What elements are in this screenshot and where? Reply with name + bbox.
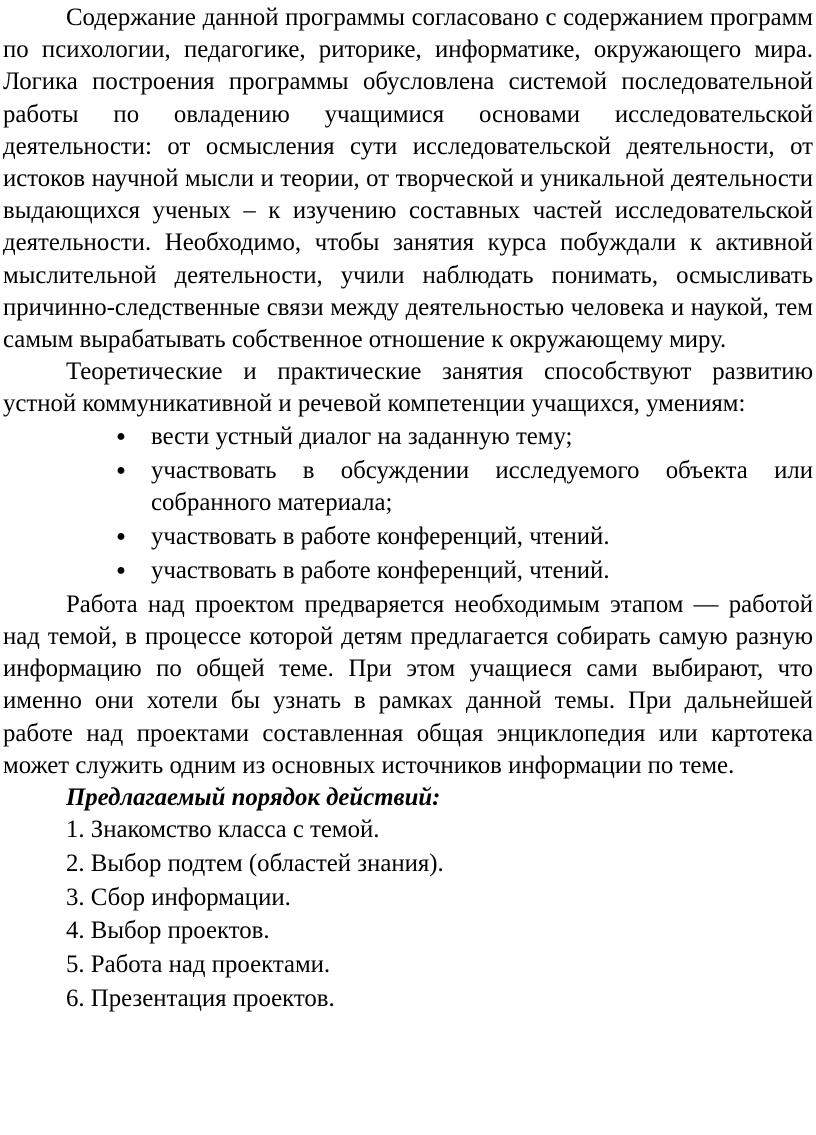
list-item xyxy=(116,421,813,453)
list-item: 3. Сбор информации. xyxy=(66,883,291,911)
paragraph-lessons-skills: Теоретические и практические занятия способствуют развитию устной коммуникативной и речевой компетенции учащихся, умениям: xyxy=(3,358,813,418)
list-item-text: участвовать в работе конференций, чтений. xyxy=(151,556,610,584)
list-item-text: вести устный диалог на заданную тему; xyxy=(151,422,573,450)
steps-heading: Предлагаемый порядок действий: xyxy=(66,784,441,812)
list-item: 6. Презентация проектов. xyxy=(66,984,335,1012)
skills-bullet-list xyxy=(3,421,813,587)
list-item: 1. Знакомство класса с темой. xyxy=(66,816,380,844)
bullet-icon: ● xyxy=(116,427,126,445)
list-item: 5. Работа над проектами. xyxy=(66,951,331,979)
list-item xyxy=(116,555,813,587)
bullet-icon: ● xyxy=(116,461,126,479)
list-item: 4. Выбор проектов. xyxy=(66,917,270,945)
paragraph-program-content: Содержание данной программы согласовано с содержанием программ по психологии, педагогике, риторике, информатике, окружающего мира. Логика построения программы обусловлена системой последовательной работы по овладению учащимися основами исследовательской деятельности: от осмысления сути исследовательской деятельности, от истоков научной мысли и теории, от творческой и уникальной деятельности выдающихся ученых – к изучению составных частей исследовательской деятельности. Необходимо, чтобы занятия курса побуждали к активной мыслительной деятельности, учили наблюдать понимать, осмысливать причинно-следственные связи между деятельностью человека и наукой, тем самым вырабатывать собственное отношение к окружающему миру. xyxy=(3,4,813,354)
steps-list xyxy=(3,814,813,1015)
bullet-icon: ● xyxy=(116,527,126,545)
list-item-text: участвовать в работе конференций, чтений. xyxy=(151,522,610,550)
list-item-text: участвовать в обсуждении исследуемого объекта или собранного материала; xyxy=(151,456,813,516)
list-item xyxy=(116,521,813,553)
list-item xyxy=(116,455,813,519)
bullet-icon: ● xyxy=(116,561,126,579)
list-item: 2. Выбор подтем (областей знания). xyxy=(66,849,444,877)
paragraph-project-work: Работа над проектом предваряется необходимым этапом — работой над темой, в процессе которой детям предлагается собирать самую разную информацию по общей теме. При этом учащиеся сами выбирают, что именно они хотели бы узнать в рамках данной темы. При дальнейшей работе над проектами составленная общая энциклопедия или картотека может служить одним из основных источников информации по теме. xyxy=(3,590,813,779)
